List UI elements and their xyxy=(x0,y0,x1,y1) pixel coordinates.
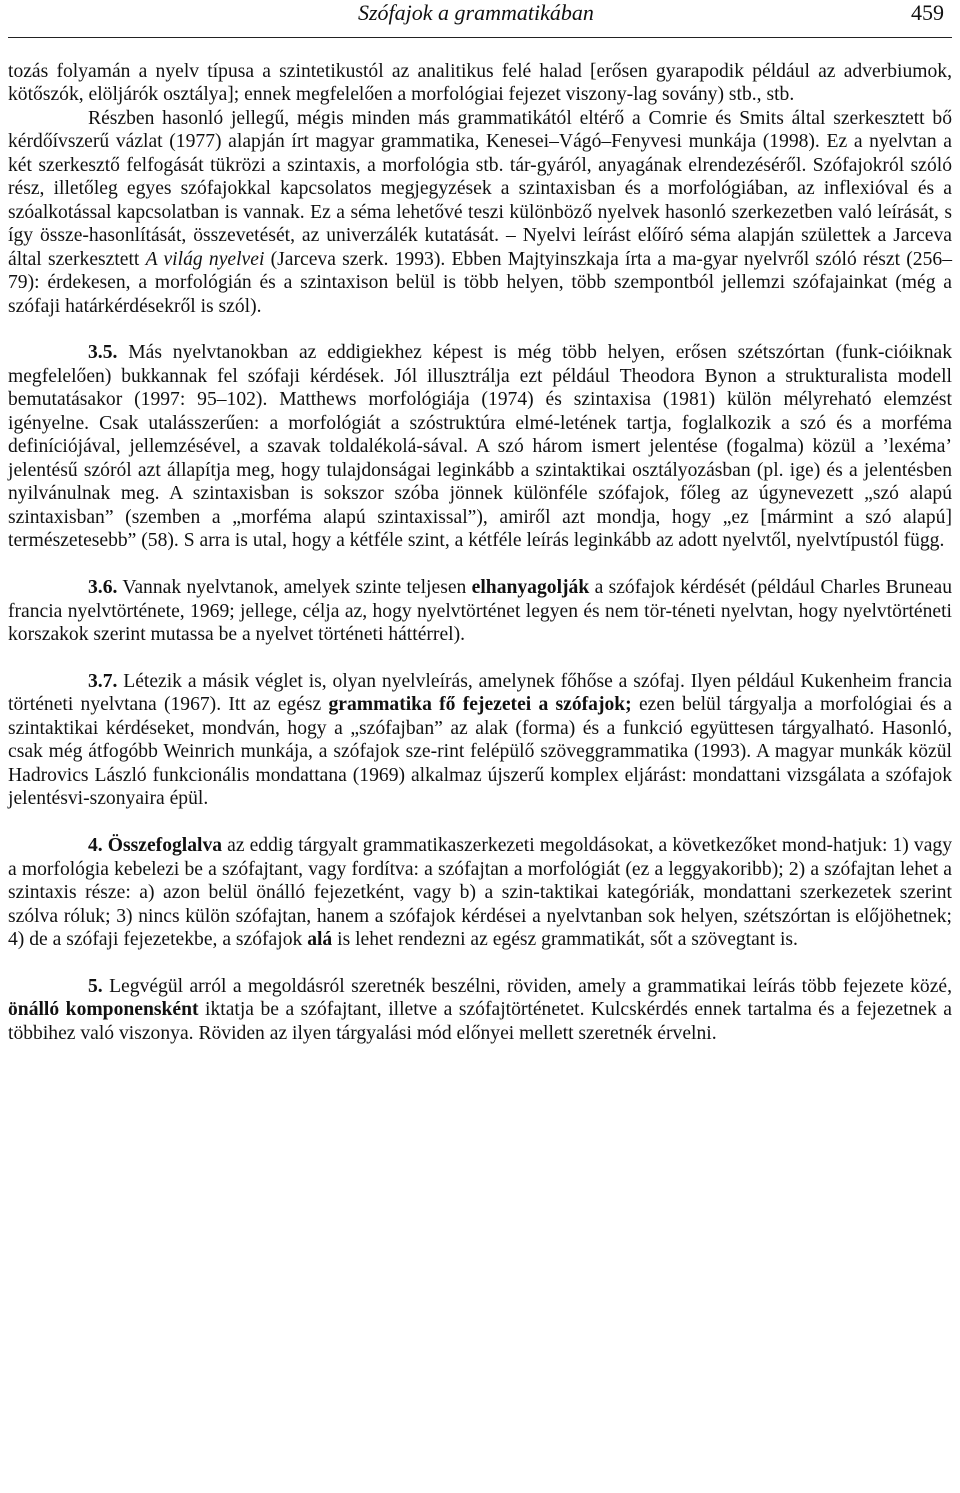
paragraph-4: 4. Összefoglalva az eddig tárgyalt grammatikaszerkezeti megoldásokat, a következőket mond-hatjuk: 1) vagy a morfológia kebelezi be a szófajtant, vagy fordítva: a szófajtan a morfológiát (ez a leggyakoribb); 2) a szófajtan lehet a szintaxis része: a) azon belül önálló fejezetként, vagy b) a szin-taktikai kategóriák, mondattani szerkezetek szerint szólva róluk; 3) nincs külön szófajtan, hanem a szófajok kérdései a nyelvtanban sok helyen, szétszórtan is előjöhetnek; 4) de a szófaji fejezetekbe, a szófajok alá is lehet rendezni az egész grammatikát, sőt a szövegtant is. xyxy=(8,835,952,950)
body-text xyxy=(8,60,952,1045)
book-title: A világ nyelvei xyxy=(145,248,265,270)
paragraph-continuation: tozás folyamán a nyelv típusa a szintetikustól az analitikus felé halad [erősen gyarapodik például az adverbiumok, kötőszók, elöljárók osztálya]; ennek megfelelően a morfológiai fejezet viszony-lag sovány) stb., stb. xyxy=(8,61,952,106)
section-number: 3.6. xyxy=(88,577,118,599)
section-number: 4. xyxy=(88,835,103,857)
paragraph-3-6: 3.6. Vannak nyelvtanok, amelyek szinte teljesen elhanyagolják a szófajok kérdését (például Charles Bruneau francia nyelvtörténete, 1969; jellege, célja az, hogy nyelvtörténet legyen és nem tör-téneti nyelvtan, hogy nyelvtörténeti korszakok szerint mutassa be a nyelvet történeti háttérrel). xyxy=(8,577,952,645)
emphasis: alá xyxy=(307,928,333,950)
paragraph-3-7: 3.7. Létezik a másik véglet is, olyan nyelvleírás, amelynek főhőse a szófaj. Ilyen például Kukenheim francia történeti nyelvtana (1967). Itt az egész grammatika fő fejezetei a szófajok; ezen belül tárgyalja a morfológiai és a szintaktikai kérdéseket, mondván, hogy a „szófajban” az alak (forma) és a funkció együttesen tárgyalható. Hasonló, csak még átfogóbb Weinrich munkája, a szófajok sze-rint felépülő szöveggrammatika (1993). A magyar munkák közül Hadrovics László funkcionális mondattana (1969) alkalmaz újszerű komplex eljárást: mondattani vizsgálata a szófajok jelentésvi-szonyaira épül. xyxy=(8,670,953,810)
page-number: 459 xyxy=(911,0,944,25)
emphasis: önálló komponensként xyxy=(8,999,199,1021)
section-number: 3.5. xyxy=(88,342,118,364)
emphasis: Összefoglalva xyxy=(107,835,223,857)
paragraph-3-5: 3.5. Más nyelvtanokban az eddigiekhez képest is még több helyen, erősen szétszórtan (funk-cióiknak megfelelően) bukkannak fel szófaji kérdések. Jól illusztrálja ezt például Theodora Bynon a strukturalista modell bemutatásakor (1997: 95–102). Matthews morfológiája (1974) és szintaxisa (1981) külön mélyreható elemzést igényelne. Csak utalásszerűen: a morfológiát a szóstruktúra elmé-letének tartja, foglalkozik a szó és a morféma definíciójával, jellemzésével, a szavak toldalékolá-sával. A szó három ismert jelentése (fogalma) közül a ’lexéma’ jelentésű szóról azt állapítja meg, hogy tulajdonságai leginkább a szintaktikai osztályozásban (pl. ige) és a jelentésben nyilvánulnak meg. A szintaxisban is sokszor szóba jönnek különféle szófajok, főleg az úgynevezett „szó alapú szintaxisban” (szemben a „morféma alapú szintaxissal”), amiről azt mondja, hogy „ez [mármint a szó alapú] természetesebb” (58). S arra is utal, hogy a kétféle szint, a kétféle leírás leginkább az adott nyelvtől, nyelvtípustól függ. xyxy=(8,342,952,552)
emphasis: grammatika fő fejezetei a szófajok; xyxy=(328,694,632,716)
emphasis: elhanyagolják xyxy=(471,577,590,599)
page-header xyxy=(8,0,952,38)
running-title: Szófajok a grammatikában xyxy=(358,0,594,25)
paragraph-5: 5. Legvégül arról a megoldásról szeretnék beszélni, röviden, amely a grammatikai leírás több fejezete közé, önálló komponensként iktatja be a szófajtant, illetve a szófajtörténetet. Kulcskérdés ennek tartalma és a fejezetnek a többihez való viszonya. Röviden az ilyen tárgyalási mód előnyei mellett szeretnék érvelni. xyxy=(8,975,952,1044)
section-number: 5. xyxy=(88,975,103,997)
section-number: 3.7. xyxy=(88,670,118,692)
paragraph-comrie-smits: Részben hasonló jellegű, mégis minden más grammatikától eltérő a Comrie és Smits által szerkesztett bő kérdőívszerű vázlat (1977) alapján írt magyar grammatika, Kenesei–Vágó–Fenyvesi munkája (1998). Ez a nyelvtan a két szerkesztő felfogását tükrözi a szintaxis, a morfológia stb. tár-gyáról, anyagának elrendezéséről. Szófajokról szóló rész, illetőleg egyes szófajokkal kapcsolatos megjegyzések a szintaxisban és a morfológiában, az inflexióval és a szóalkotással kapcsolatban is vannak. Ez a séma lehetővé teszi különböző nyelvek hasonló szerkezetben való leírását, s így össze-hasonlítását, összevetését, az univerzálék kutatását. – Nyelvi leírást előíró séma alapján születtek a Jarceva által szerkesztett A világ nyelvei (Jarceva szerk. 1993). Ebben Majtyinszkaja írta a ma-gyar nyelvről szóló részt (256–79): érdekesen, a morfológián és a szintaxison belül is több helyen, több szempontból jellemzi szófajainkat (még a szófaji határkérdésekről is szól). xyxy=(8,107,952,317)
